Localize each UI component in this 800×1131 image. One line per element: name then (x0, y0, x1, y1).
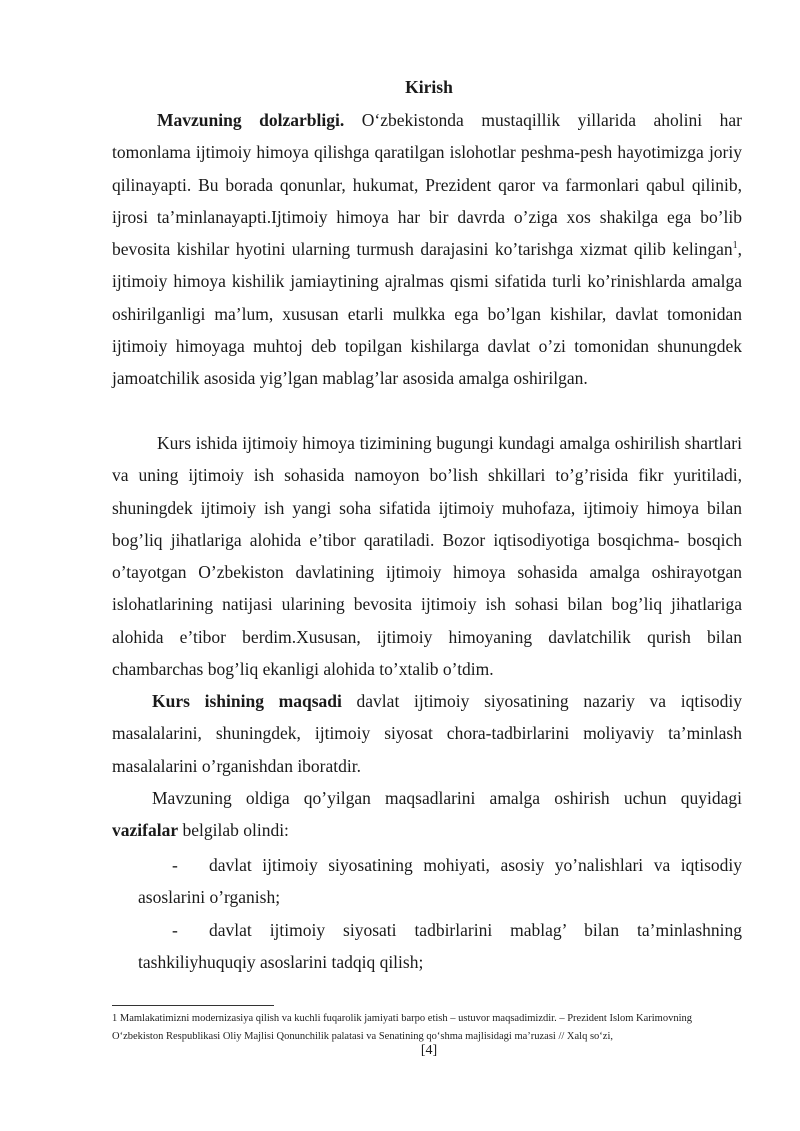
goal-heading: Kurs ishining maqsadi (152, 691, 342, 711)
dash-bullet: - (172, 920, 178, 940)
tasks-intro-text: Mavzuning oldiga qo’yilgan maqsadlarini amalga oshirish uchun quyidagi (152, 788, 742, 808)
goal-text: davlat ijtimoiy siyosatining nazariy va iqtisodiy masalalarini, shuningdek, ijtimoiy siyosat chora-tadbirlarini moliyaviy ta’minlash masalalarini o’rganishdan iboratdir. (112, 691, 742, 776)
footnote-separator (112, 1005, 274, 1006)
paragraph-course-content: Kurs ishida ijtimoiy himoya tizimining bugungi kundagi amalga oshirilish shartlari va uning ijtimoiy ish sohasida namoyon bo’lish shkillari to’g’risida fikr yuritiladi, shuningdek ijtimoiy ish yangi soha sifatida ijtimoiy muhofaza, ijtimoiy himoya bilan bog’liq jihatlariga alohida e’tibor qaratiladi. Bozor iqtisodiyotiga bosqichma- bosqich o’tayotgan O’zbekiston davlatining ijtimoiy himoya sohasida amalga oshirayotgan islohatlarining natijasi ularining bevosita ijtimoiy ish sohasi bilan bog’liq jihatlariga alohida e’tibor berdim.Xususan, ijtimoiy himoyaning davlatchilik qurish bilan chambarchas bog’liq ekanligi alohida to’xtalib o’tdim. (112, 433, 742, 680)
tasks-intro-tail: belgilab olindi: (178, 820, 289, 841)
task-text-line1: davlat ijtimoiy siyosatining mohiyati, asosiy yo’nalishlari va iqtisodiy (209, 855, 742, 875)
page-number: [4] (420, 1043, 438, 1058)
relevance-heading: Mavzuning dolzarbligi. (157, 110, 345, 130)
relevance-text-b: , ijtimoiy himoya kishilik jamiaytining ajralmas qismi sifatida turli ko’rinishlarda amalga oshirilganligi ma’lum, xususan etarli mulkka ega bo’lgan kishilar, davlat tomonidan ijtimoiy himoyaga muhtoj deb topilgan kishilarga davlat o’zi tomonidan shunungdek jamoatchilik asosida yig’lgan mablag’lar asosida amalga oshirilgan. (112, 239, 742, 389)
task-text-line1: davlat ijtimoiy siyosati tadbirlarini mablag’ bilan ta’minlashning (209, 920, 742, 940)
footnote-text: 1 Mamlakatimizni modernizasiya qilish va kuchli fuqarolik jamiyati barpo etish – ustuvor maqsadimizdir. – Prezident Islom Karimovning O‘zbekiston Respublikasi Oliy Majlisi Qonunchilik palatasi va Senatining qo‘shma majlisidagi ma’ruzasi // Xalq so‘zi, (112, 1013, 693, 1042)
page-title: Kirish (405, 77, 453, 97)
dash-bullet: - (172, 855, 178, 875)
task-text-line2: tashkiliyhuquqiy asoslarini tadqiq qilish; (138, 952, 424, 973)
paragraph-tasks-intro (112, 782, 742, 847)
task-text-line2: asoslarini o’rganish; (138, 887, 281, 908)
tasks-keyword: vazifalar (112, 820, 179, 841)
relevance-text-a: O‘zbekistonda mustaqillik yillarida aholini har tomonlama ijtimoiy himoya qilishga qaratilgan islohotlar peshma-pesh hayotimizga joriy qilinayapti. Bu borada qonunlar, hukumat, Prezident qaror va farmonlari qabul qilinib, ijrosi ta’minlanayapti.Ijtimoiy himoya har bir davrda o’ziga xos shakilga ega bo’lib bevosita kishilar hyotini ularning turmush darajasini ko’tarishga xizmat qilib kelingan (112, 110, 743, 260)
task-list-item (112, 849, 742, 914)
paragraph-relevance (112, 104, 742, 395)
task-list-item (112, 914, 742, 979)
paragraph-course-goal (112, 685, 742, 782)
footnote-marker[interactable]: 1 (732, 240, 738, 252)
